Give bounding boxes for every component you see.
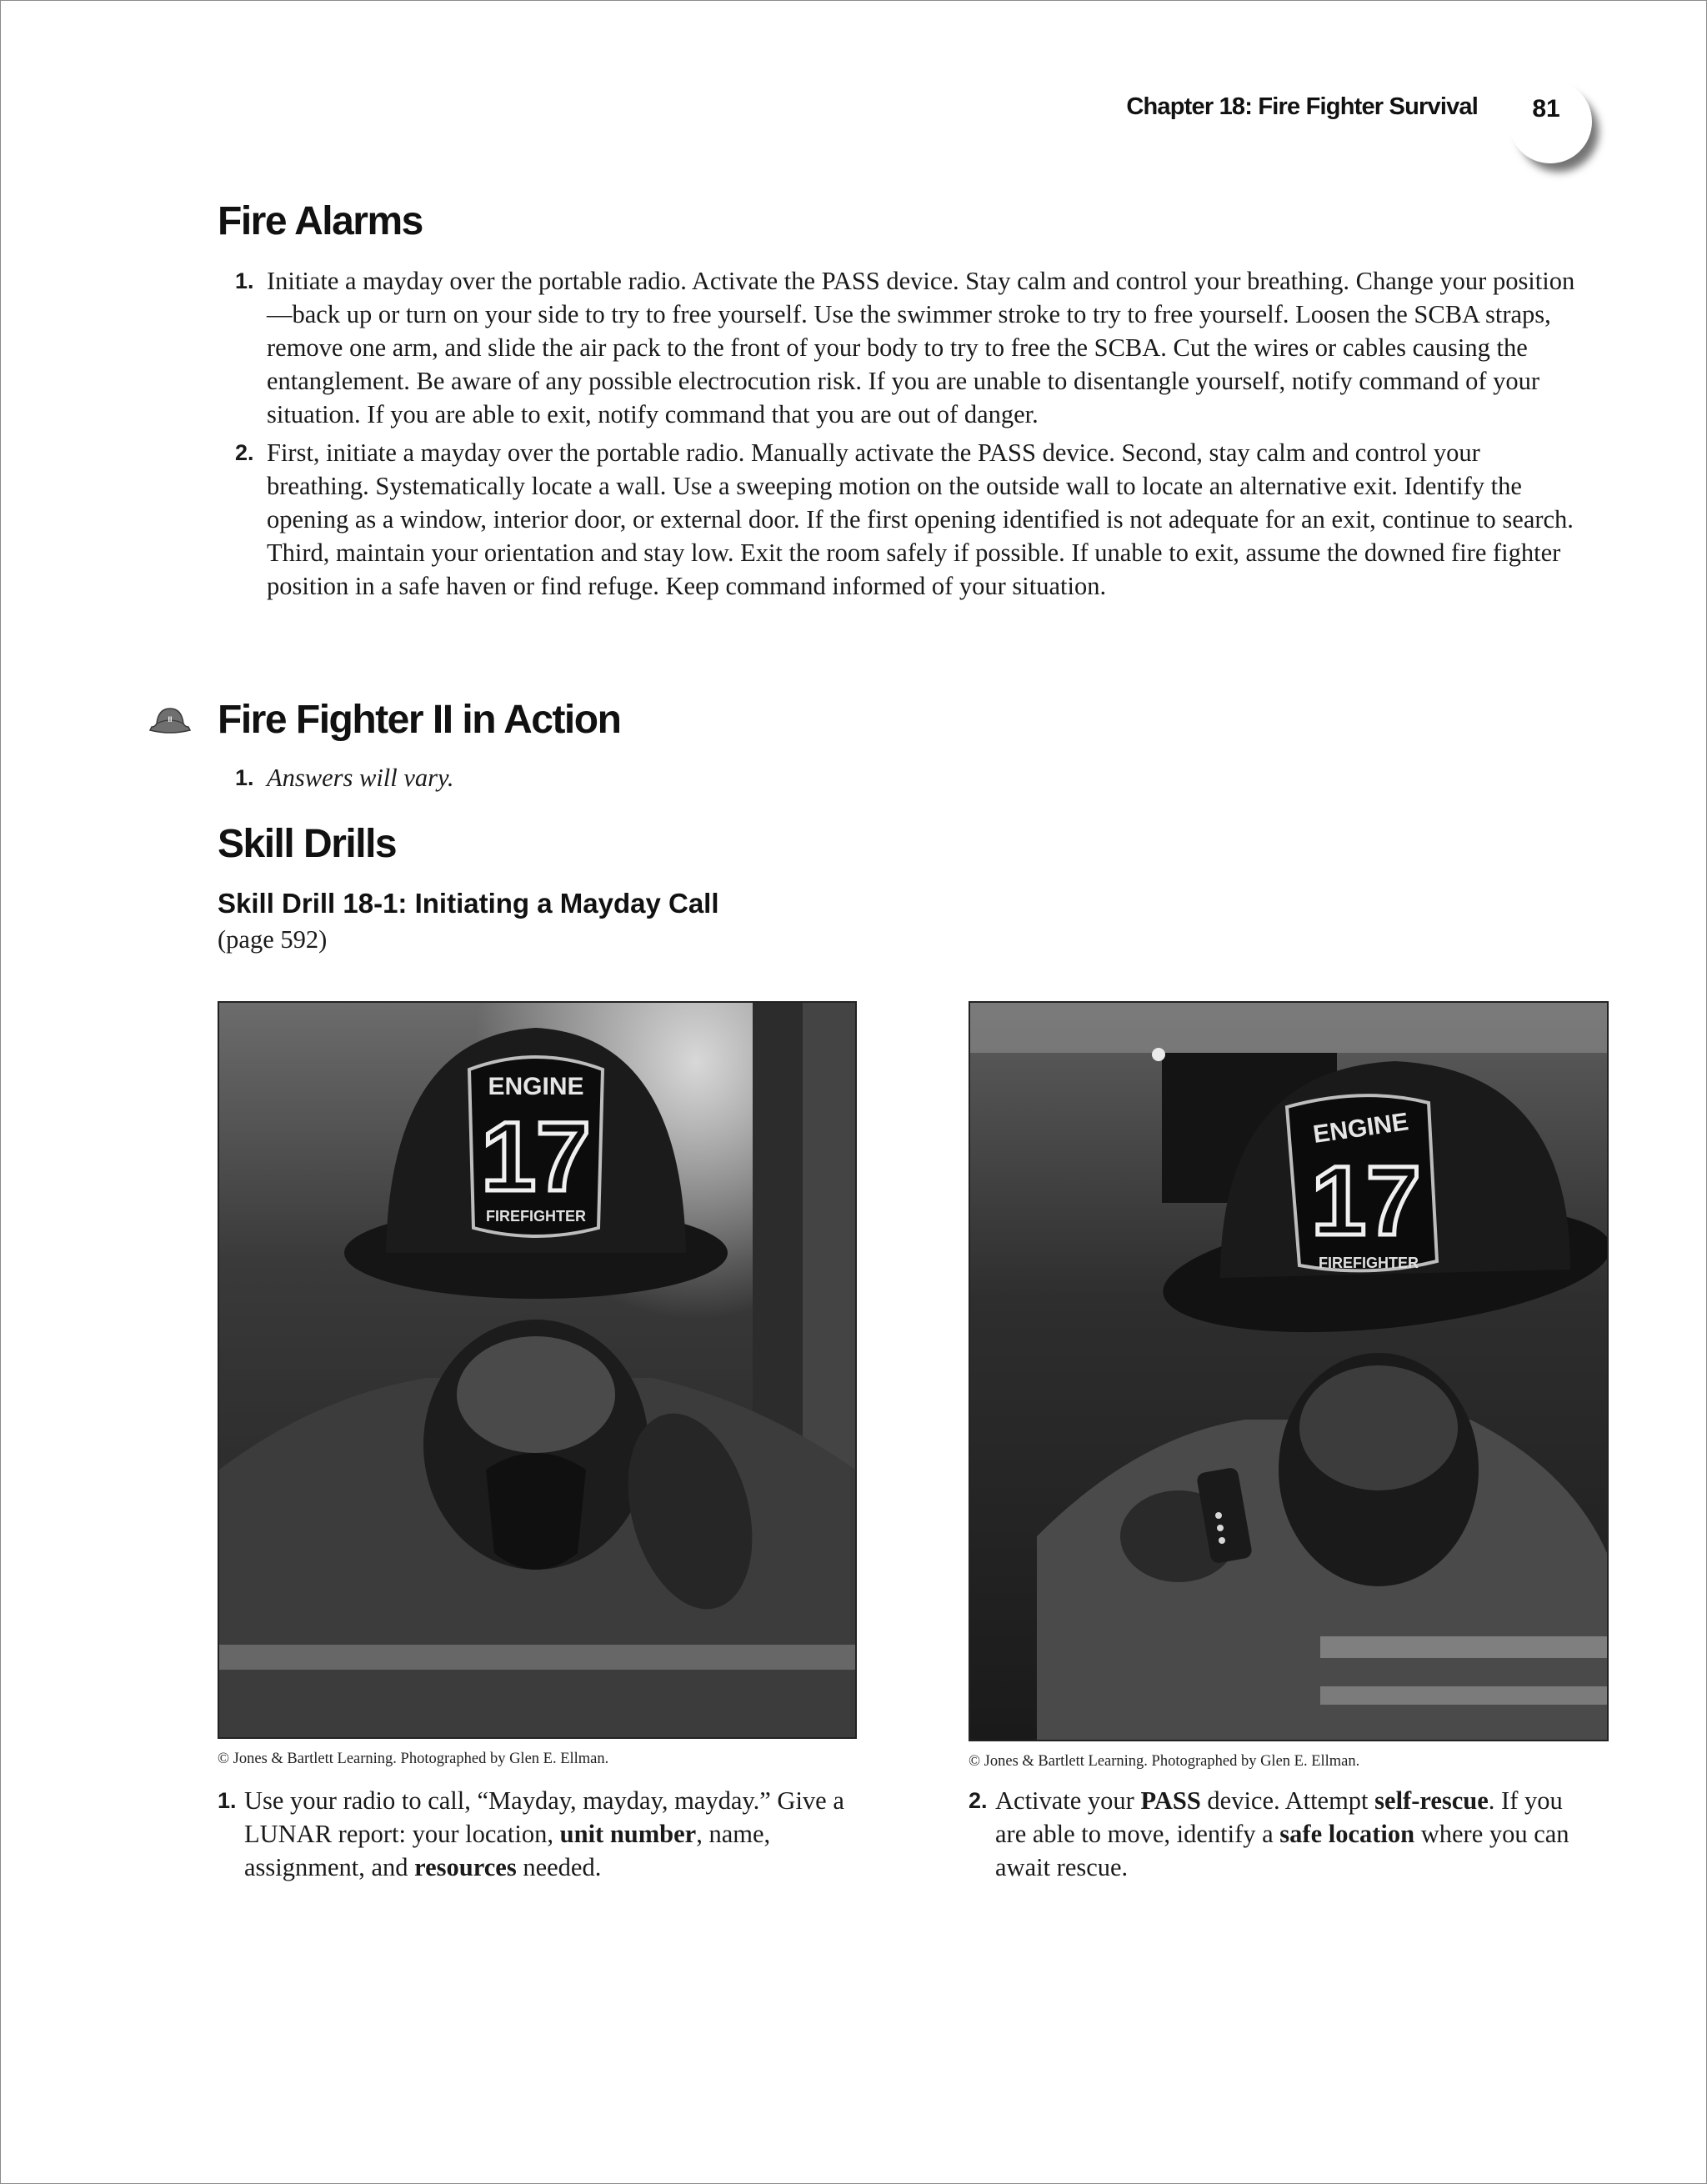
page-number-tab bbox=[1509, 80, 1592, 163]
fire-alarms-heading: Fire Alarms bbox=[218, 199, 423, 243]
photo-credit-1: © Jones & Bartlett Learning. Photographed by Glen E. Ellman. bbox=[218, 1751, 609, 1767]
item-text: Initiate a mayday over the portable radio. Activate the PASS device. Stay calm and control your breathing. Change your position—back up or turn on your side to try to free yourself. Use the swimmer stroke to try to free yourself. Loosen the SCBA straps, remove one arm, and slide the air pack to the front of your body to try to free the SCBA. Cut the wires or cables causing the entanglement. Be aware of any possible electrocution risk. If you are unable to disentangle yourself, notify command of your situation. If you are able to exit, notify command that you are out of danger. bbox=[267, 267, 1575, 428]
item-number: 2. bbox=[235, 440, 254, 465]
helmet-shield-number: 17 bbox=[481, 1102, 591, 1212]
page-reference: (page 592) bbox=[218, 925, 328, 954]
step-number: 1. bbox=[218, 1788, 237, 1813]
step-key-term: self-rescue bbox=[1374, 1786, 1489, 1815]
ff2-in-action-heading: Fire Fighter II in Action bbox=[218, 698, 621, 742]
step-key-term: resources bbox=[414, 1853, 517, 1881]
step-text: device. Attempt bbox=[1200, 1786, 1375, 1815]
list-item bbox=[235, 264, 1584, 431]
item-text: Answers will vary. bbox=[267, 764, 454, 792]
skill-drill-photo-2 bbox=[969, 1001, 1609, 1741]
step-key-term: safe location bbox=[1279, 1820, 1415, 1848]
ff2-in-action-list bbox=[235, 761, 1584, 799]
helmet-shield-number: 17 bbox=[1311, 1146, 1421, 1256]
photo-credit-2: © Jones & Bartlett Learning. Photographed by Glen E. Ellman. bbox=[969, 1753, 1360, 1770]
list-item bbox=[235, 761, 1584, 794]
item-text: First, initiate a mayday over the portable radio. Manually activate the PASS device. Second, stay calm and control your breathing. Systematically locate a wall. Use a sweeping motion on the outside wall to locate an alternative exit. Identify the opening as a window, interior door, or external door. If the first opening identified is not adequate for an exit, continue to search. Third, maintain your orientation and stay low. Exit the room safely if possible. If unable to exit, assume the downed fire fighter position in a safe haven or find refuge. Keep command informed of your situation. bbox=[267, 438, 1574, 600]
item-number: 1. bbox=[235, 765, 254, 790]
step-number: 2. bbox=[969, 1788, 988, 1813]
helmet-shield-bottom: FIREFIGHTER bbox=[1319, 1255, 1419, 1271]
fire-alarms-list bbox=[235, 264, 1584, 608]
step-text: needed. bbox=[516, 1853, 602, 1881]
firefighter-photo-1-illustration bbox=[219, 1003, 855, 1737]
firefighter-photo-2-illustration bbox=[970, 1003, 1607, 1740]
skill-step-1 bbox=[218, 1784, 894, 1884]
skill-drill-photo-1 bbox=[218, 1001, 857, 1739]
step-text: . If you are able to move, identify a bbox=[995, 1786, 1563, 1848]
step-text: Use your radio to call, “Mayday, mayday, mayday.” Give a LUNAR report: your location, bbox=[244, 1786, 844, 1848]
step-text: Activate your bbox=[995, 1786, 1141, 1815]
list-item bbox=[235, 436, 1584, 603]
firefighter-helmet-icon bbox=[148, 705, 192, 739]
helmet-shield-top: ENGINE bbox=[1311, 1108, 1410, 1149]
step-key-term: unit number bbox=[559, 1820, 697, 1848]
helmet-icon-label: II bbox=[168, 715, 173, 724]
helmet-shield-top: ENGINE bbox=[488, 1073, 584, 1100]
helmet-shield-bottom: FIREFIGHTER bbox=[486, 1208, 586, 1225]
item-number: 1. bbox=[235, 268, 254, 293]
skill-step-2 bbox=[969, 1784, 1595, 1884]
skill-drills-heading: Skill Drills bbox=[218, 822, 397, 866]
step-text: where you can await rescue. bbox=[995, 1820, 1569, 1881]
step-key-term: PASS bbox=[1140, 1786, 1201, 1815]
step-text: , name, assignment, and bbox=[244, 1820, 771, 1881]
chapter-running-head: Chapter 18: Fire Fighter Survival bbox=[1126, 93, 1478, 120]
page-number: 81 bbox=[1532, 95, 1560, 123]
skill-drill-title: Skill Drill 18-1: Initiating a Mayday Call bbox=[218, 888, 719, 919]
